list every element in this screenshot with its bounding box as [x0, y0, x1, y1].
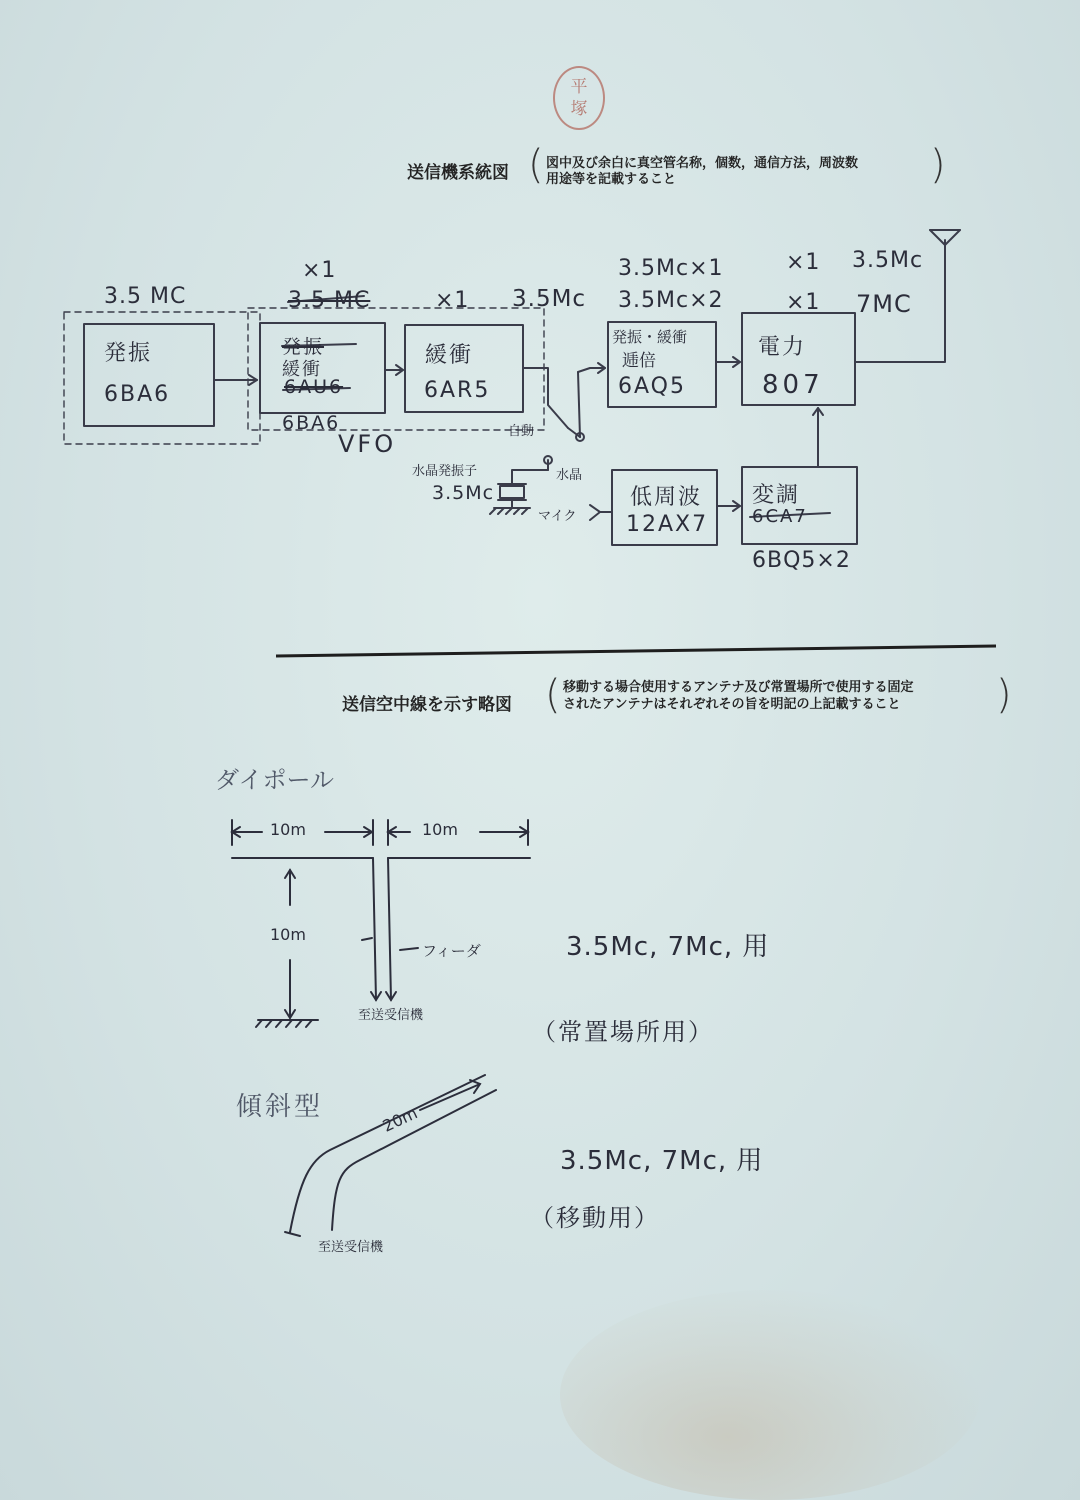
dipole-name: ダイポール	[215, 766, 335, 794]
sloper-bands: 3.5Mc, 7Mc, 用	[560, 1146, 764, 1176]
buffer1-count: ×1	[302, 258, 337, 283]
sloper-length: 20m	[379, 1103, 421, 1136]
buffer2-label: 緩衝	[425, 343, 474, 368]
antenna-note-open-paren: (	[545, 672, 561, 718]
power-amp-tube: 807	[762, 370, 824, 400]
auto-label: 自動	[508, 424, 535, 439]
seal-stamp: 平 塚	[553, 66, 605, 130]
sloper-name: 傾斜型	[236, 1092, 324, 1122]
modulator-tube: 6BQ5×2	[752, 548, 851, 573]
buffer1-label-struck: 発振	[282, 336, 325, 358]
antenna-note-close-paren: )	[996, 672, 1012, 718]
section-divider	[276, 646, 996, 656]
buffer2-count: ×1	[435, 288, 470, 313]
sloper-to-rig: 至送受信機	[318, 1240, 384, 1255]
vfo-dashed-outline-osc	[64, 312, 260, 444]
note-open-paren: (	[528, 142, 544, 188]
dipole-left-length: 10m	[270, 820, 306, 839]
antenna-note-line2: されたアンテナはそれぞれその旨を明記の上記載すること	[563, 697, 901, 712]
multiplier-tube: 6AQ5	[618, 374, 686, 399]
transmitter-note-line2: 用途等を記載すること	[546, 172, 677, 187]
buffer2-tube: 6AR5	[424, 378, 491, 403]
buffer1-label: 緩衝	[282, 359, 322, 380]
dipole-height: 10m	[270, 925, 306, 944]
transmitter-note-line1: 図中及び余白に真空管名称，個数，通信方法，周波数	[546, 156, 859, 171]
multiplier-freq-line2: 3.5Mc×2	[618, 288, 724, 313]
note-close-paren: )	[930, 142, 946, 188]
dipole-bands: 3.5Mc, 7Mc, 用	[566, 932, 770, 962]
multiplier-label1: 発振・緩衝	[612, 328, 688, 346]
osc-block-label: 発振	[104, 341, 153, 366]
power-amp-freq1: 3.5Mc	[852, 248, 924, 273]
power-amp-freq2: 7MC	[856, 290, 912, 318]
antenna-note-line1: 移動する場合使用するアンテナ及び常置場所で使用する固定	[563, 680, 914, 695]
antenna-diagram-title: 送信空中線を示す略図	[342, 695, 512, 715]
crystal-freq: 3.5Mc	[432, 482, 495, 504]
crystal-label: 水晶	[556, 468, 583, 483]
modulator-label: 変調	[752, 483, 801, 508]
dipole-usage: （常置場所用）	[532, 1018, 714, 1046]
vfo-label: VFO	[338, 430, 397, 458]
multiplier-label2: 逓倍	[622, 351, 656, 371]
osc-freq-label: 3.5 MC	[104, 284, 187, 309]
buffer1-freq-struck: 3.5 MC	[288, 288, 371, 313]
audio-tube: 12AX7	[626, 512, 709, 537]
buffer1-tube-struck: 6AU6	[284, 376, 344, 398]
transmitter-diagram-title: 送信機系統図	[407, 163, 509, 183]
audio-label: 低周波	[630, 485, 703, 510]
osc-tube: 6BA6	[104, 382, 171, 407]
multiplier-freq-line1: 3.5Mc×1	[618, 256, 724, 281]
buffer1-tube: 6BA6	[282, 412, 341, 434]
dipole-feeder: フィーダ	[422, 942, 481, 960]
dipole-right-length: 10m	[422, 820, 458, 839]
power-amp-label: 電力	[758, 335, 807, 360]
sloper-usage: （移動用）	[530, 1204, 660, 1232]
dipole-to-rig: 至送受信機	[358, 1008, 424, 1023]
crystal-osc-label: 水晶発振子	[412, 464, 478, 479]
modulator-tube-struck: 6CA7	[752, 506, 808, 527]
power-amp-count1: ×1	[786, 250, 821, 275]
mic-label: マイク	[538, 509, 577, 524]
power-amp-count2: ×1	[786, 290, 821, 315]
buffer2-freq: 3.5Mc	[512, 286, 587, 312]
